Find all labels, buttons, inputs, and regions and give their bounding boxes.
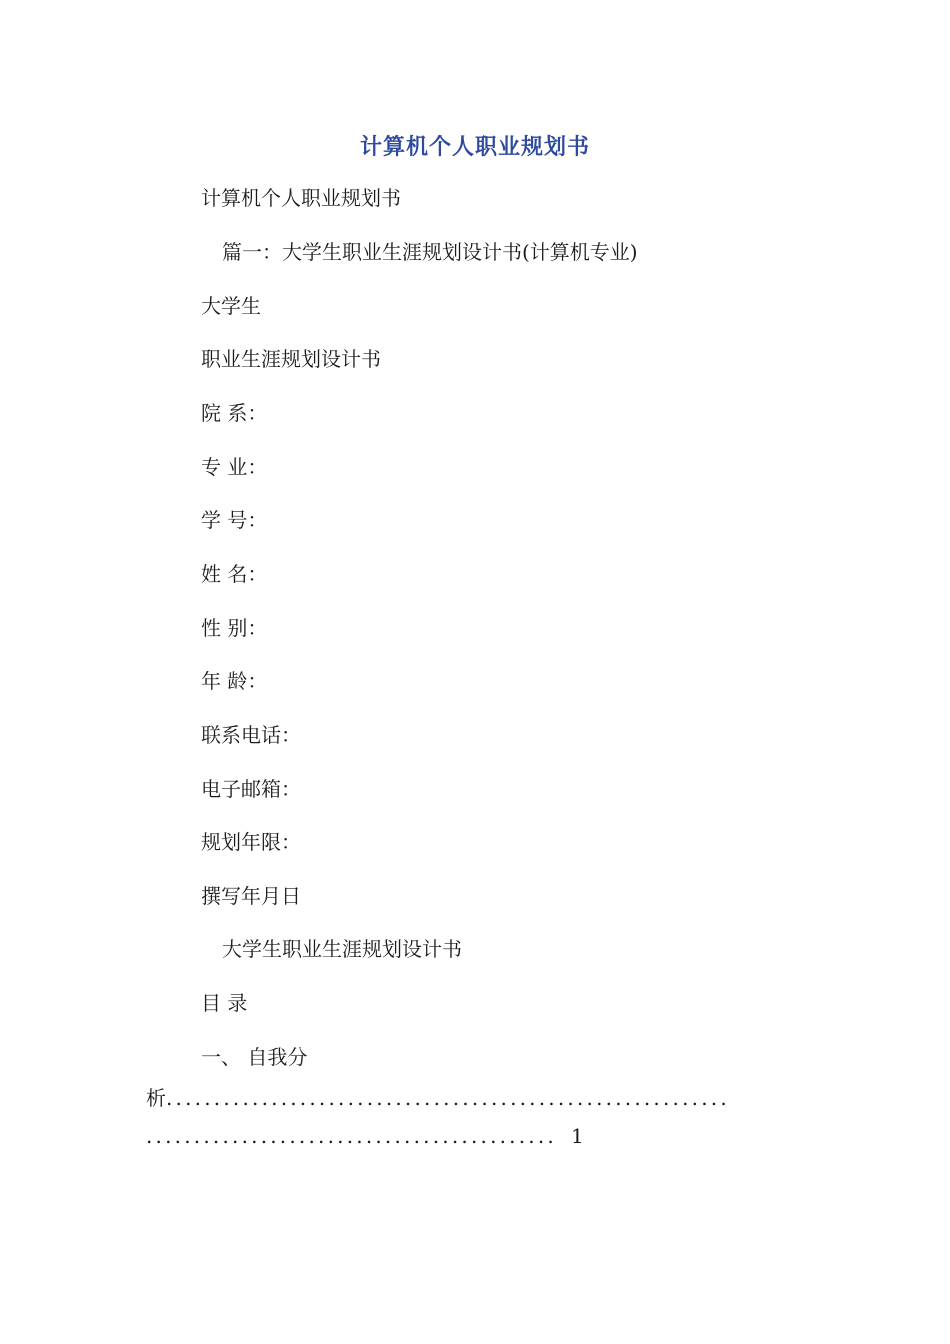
field-gender: 性 别： [201,616,268,640]
toc-entry-line1 [146,1084,730,1112]
toc-entry-tail: 析 [146,1086,166,1110]
field-name: 姓 名： [201,562,268,586]
toc-entry-line2 [146,1122,584,1150]
field-age: 年 龄： [201,669,268,693]
toc-heading: 目 录 [201,991,248,1015]
field-email: 电子邮箱： [201,777,301,801]
field-student-id: 学 号： [201,508,268,532]
toc-page-number: 1 [570,1124,584,1148]
field-major: 专 业： [201,455,268,479]
section-heading: 大学生职业生涯规划设计书 [222,937,462,961]
field-department: 院 系： [201,401,268,425]
field-phone: 联系电话： [201,723,301,747]
toc-entry-self-analysis: 一、 自我分 [201,1045,308,1069]
field-plan-period: 规划年限： [201,830,301,854]
cover-line-university: 大学生 [201,294,261,318]
chapter-heading: 篇一：大学生职业生涯规划设计书(计算机专业) [222,240,638,264]
cover-line-title: 职业生涯规划设计书 [201,347,381,371]
toc-leader-dots: ........................................................... [166,1086,730,1110]
subtitle-line: 计算机个人职业规划书 [201,186,401,210]
field-write-date: 撰写年月日 [201,884,301,908]
toc-leader-dots-2: ........................................... [146,1124,557,1148]
page-title: 计算机个人职业规划书 [359,135,590,160]
